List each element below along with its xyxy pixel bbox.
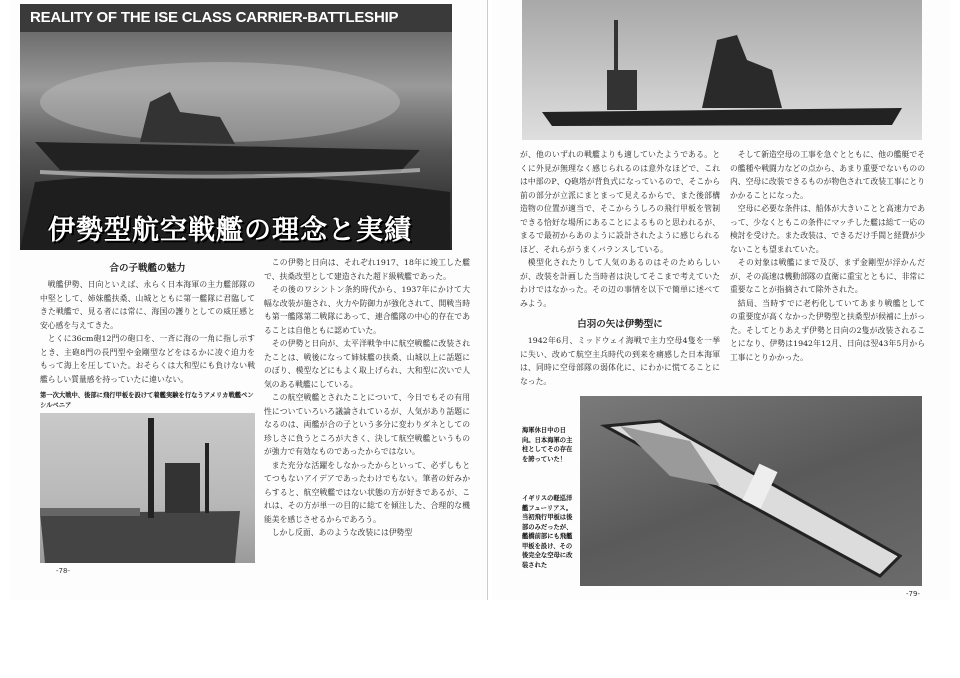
paragraph: 結局、当時すでに老朽化していてあまり戦艦としての重要度が高くなかった伊勢型と扶桑型が候補に上がった。そしてとりあえず伊勢と日向の2隻が改装されることになり、伊勢は1942年12月、日向は翌43年5月から工事にとりかかった。 <box>730 298 925 362</box>
paragraph: が、他のいずれの戦艦よりも適していたようである。とくに外見が無理なく感じられるのは意外なほどで、これは中部のP、Q砲塔が背負式になっているので、そこから前の部分が立派にまとまって見えるからで、また後部構造物の位置が適当で、そこからうしろの飛行甲板を管制できる恰好な場所にあることによるものと思われるが、まるで最初からあのように設計されたように感じられるほど、それらがうまくバランスしている。 <box>520 150 720 254</box>
paragraph: この航空戦艦とされたことについて、今日でもその有用性についていろいろ議論されているが、人気があり話題になるのは、両艦が合の子という多分に変わりダネとしての珍しさに負うところが大きく、決して航空戦艦というものが強力で有効なものであったからではない。 <box>264 393 470 456</box>
paragraph: 1942年6月、ミッドウェイ海戦で主力空母4隻を一挙に失い、改めて航空主兵時代の到来を痛感した日本海軍は、同時に空母部隊の弱体化に、にわかに慌てることになった。 <box>520 336 720 386</box>
paragraph: その対象は戦艦にまで及び、まず金剛型が浮かんだが、その高速は機動部隊の直衛に重宝とともに、非常に重要なことが指摘されて除外された。 <box>730 258 925 294</box>
paragraph: この伊勢と日向は、それぞれ1917、18年に竣工した艦で、扶桑改型として建造された超ド級戦艦であった。 <box>264 258 470 281</box>
photo-caption: イギリスの軽巡洋艦フューリアス。当初飛行甲板は後部のみだったが、艦橋前部にも飛艦甲板を設け、その後完全な空母に改装された <box>522 495 573 569</box>
left-column-2 <box>264 256 470 540</box>
page-number: -78- <box>56 567 70 575</box>
paragraph: また充分な活躍をしなかったからといって、必ずしもとてつもないアイデアであったわけでもない。筆者の好みからすると、航空戦艦ではない状態の方が好きであるが、これは、その方が単一の目的に総てを傾注した、合理的な機能美を感じさせるからであろう。 <box>264 460 470 524</box>
right-column-2 <box>730 148 925 364</box>
ship-silhouette-icon <box>522 0 922 140</box>
hyuga-photo <box>522 0 922 140</box>
paragraph: その伊勢と日向が、太平洋戦争中に航空戦艦に改装されたことは、戦後になって姉妹艦の扶桑、山城以上に話題にのぼり、模型などにもよく取上げられ、大和型に次いで人気のある戦艦にしている。 <box>264 339 470 389</box>
paragraph: そして新造空母の工事を急ぐとともに、他の艦艇でその艦種や戦闘力などの点から、あまり重要でないものの内、空母に改装できるものが物色されて改装工事にとりかかることになった。 <box>730 150 925 200</box>
ship-silhouette-icon <box>40 413 255 563</box>
page-number: -79- <box>906 590 920 598</box>
paragraph: とくに36cm砲12門の砲口を、一斉に海の一角に指し示すとき、主砲8門の長門型や金剛型などをはるかに凌ぐ迫力をもって海上を圧していた。おそらくは大和型にも負けない戦艦らしい質量感を持っていたに違いない。 <box>40 334 255 384</box>
right-column-1 <box>520 148 720 388</box>
photo-caption: 第一次大戦中、後部に飛行甲板を設けて着艦実験を行なうアメリカ戦艦ペンシルベニア <box>40 392 254 409</box>
photo-caption: 海軍休日中の日向。日本海軍の主柱としてその存在を誇っていた！ <box>522 427 573 463</box>
furious-photo <box>580 396 922 586</box>
paragraph: 模型化されたりして人気のあるのはそのためらしいが、改装を計画した当時者は決してそこまで考えていたわけではなかった。その辺の事情を以下で簡単に述べてみよう。 <box>520 258 720 308</box>
paragraph: 戦艦伊勢、日向といえば、永らく日本海軍の主力艦部隊の中堅として、姉妹艦扶桑、山城とともに第一艦隊に君臨してきた戦艦で、見る者には常に、海国の護りとしての威圧感と安心感を与えてきた。 <box>40 280 255 330</box>
section-heading: 白羽の矢は伊勢型に <box>577 319 663 330</box>
left-column-1 <box>40 262 255 386</box>
paragraph: しかし反面、あのような改装には伊勢型 <box>271 528 413 537</box>
section-heading: 合の子戦艦の魅力 <box>109 263 186 274</box>
paragraph: その後のワシントン条約時代から、1937年にかけて大幅な改装が施され、火力や防御力が強化されて、開戦当時も第一艦隊第二戦隊にあって、連合艦隊の中心的存在であることは自他ともに認めていた。 <box>264 285 470 335</box>
article-header: REALITY OF THE ISE CLASS CARRIER-BATTLESHIP <box>20 4 452 32</box>
main-title: 伊勢型航空戦艦の理念と実績 <box>48 215 412 246</box>
paragraph: 空母に必要な条件は、船体が大きいことと高速力であって、少なくともこの条件にマッチした艦は総て一応の検討を受けた。また改装は、できるだけ手間と経費が少ないことも望まれていた。 <box>730 204 925 254</box>
ship-silhouette-icon <box>580 396 922 586</box>
pennsylvania-photo <box>40 413 255 563</box>
